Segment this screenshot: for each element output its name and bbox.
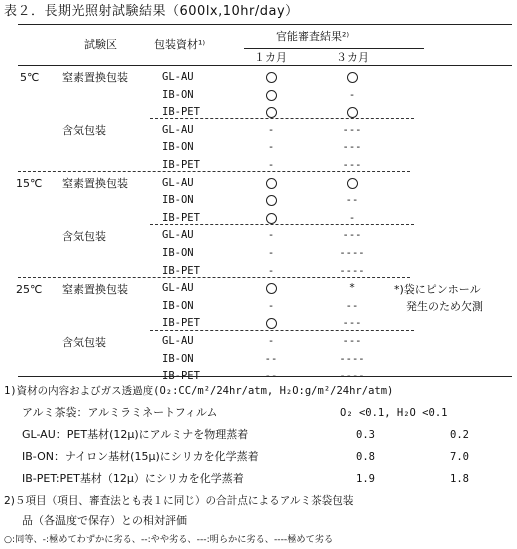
result-1month: -	[267, 159, 275, 171]
result-3month: *	[348, 282, 356, 295]
result-3month: ---	[342, 335, 362, 347]
footnote-2b: 品（各温度で保存）との相対評価	[22, 514, 187, 527]
row-material: IB-PET	[162, 211, 200, 224]
result-1month-equal-circle	[266, 195, 277, 206]
row-material: IB-ON	[162, 247, 194, 259]
footnote-ibpet-o2: 1.9	[356, 473, 375, 485]
result-3month: ----	[339, 264, 365, 277]
table-title: 表２．長期光照射試験結果（600lx,10hr/day）	[4, 4, 299, 19]
side-note-line2: 発生のため欠測	[406, 300, 483, 313]
result-3month: -	[348, 88, 356, 101]
result-3month: -	[348, 211, 356, 224]
row-material: IB-ON	[162, 194, 194, 207]
row-material: GL-AU	[162, 71, 194, 83]
row-material: IB-PET	[162, 106, 200, 119]
header-month1: １カ月	[254, 51, 287, 64]
result-3month: ---	[342, 159, 362, 171]
packing-air-15c: 含気包装	[62, 230, 106, 243]
footnote-glau-o2: 0.3	[356, 429, 375, 441]
row-material: IB-ON	[162, 299, 194, 312]
row-material: GL-AU	[162, 282, 194, 295]
side-note-line1: *)袋にピンホール	[394, 283, 481, 296]
result-1month: -	[267, 264, 275, 277]
result-3month: ---	[342, 123, 362, 136]
header-material: 包装資材¹⁾	[154, 38, 206, 51]
result-1month-equal-circle	[266, 107, 277, 118]
result-3month: ----	[339, 352, 365, 365]
result-1month-equal-circle	[266, 318, 277, 329]
result-3month-equal-circle	[347, 72, 358, 83]
result-3month: ---	[342, 141, 362, 154]
footnote-ibpet-label: IB-PET:PET基材（12μ）にシリカを化学蒸着	[22, 472, 244, 485]
packing-nitrogen-15c: 窒素置換包装	[62, 177, 128, 190]
sensory-header-rule	[244, 48, 424, 49]
row-material: IB-PET	[162, 370, 200, 383]
row-material: GL-AU	[162, 123, 194, 136]
result-1month-equal-circle	[266, 72, 277, 83]
footnote-ibon-h2o: 7.0	[450, 451, 469, 463]
footnote-ibon-label: IB-ON：ナイロン基材(15μ)にシリカを化学蒸着	[22, 450, 259, 463]
footnote-1: 1)資材の内容およびガス透過度(O₂:CC/m²/24hr/atm, H₂O:g/m²/24hr/atm)	[4, 385, 394, 397]
temp-25c: 25℃	[16, 283, 43, 296]
footnote-legend: ○:同等、-:極めてわずかに劣る、--:やや劣る、---:明らかに劣る、----極めて劣る	[4, 534, 334, 545]
footnote-ibpet-h2o: 1.8	[450, 473, 469, 485]
row-material: IB-ON	[162, 352, 194, 365]
footnote-ibon-o2: 0.8	[356, 451, 375, 463]
result-1month: -	[267, 299, 275, 312]
result-3month: ---	[342, 317, 362, 330]
result-1month-equal-circle	[266, 178, 277, 189]
table-top-rule	[18, 24, 512, 25]
row-material: GL-AU	[162, 335, 194, 347]
result-3month: ---	[342, 229, 362, 242]
temp-15c: 15℃	[16, 177, 43, 190]
result-3month-equal-circle	[347, 107, 358, 118]
packing-air-25c: 含気包装	[62, 336, 106, 349]
footnote-glau-label: GL-AU：PET基材(12μ)にアルミナを物理蒸着	[22, 428, 249, 441]
result-1month: --	[264, 370, 278, 383]
packing-nitrogen-25c: 窒素置換包装	[62, 283, 128, 296]
footnote-2a: 2)５項目（項目、審査法とも表１に同じ）の合計点によるアルミ茶袋包装	[4, 495, 354, 507]
result-3month: --	[345, 299, 359, 312]
row-material: GL-AU	[162, 229, 194, 242]
row-material: IB-PET	[162, 159, 200, 171]
header-bottom-rule	[18, 65, 512, 66]
packing-air-5c: 含気包装	[62, 124, 106, 137]
row-material: IB-ON	[162, 88, 194, 101]
result-3month-equal-circle	[347, 178, 358, 189]
row-material: GL-AU	[162, 176, 194, 189]
header-sensory: 官能審査結果²⁾	[276, 30, 350, 43]
result-1month-equal-circle	[266, 90, 277, 101]
packing-nitrogen-5c: 窒素置換包装	[62, 71, 128, 84]
table-bottom-rule	[18, 376, 512, 377]
result-1month: -	[267, 229, 275, 242]
footnote-al-label: アルミ茶袋：アルミラミネートフィルム	[22, 406, 218, 419]
temp-5c: 5℃	[20, 71, 40, 84]
row-material: IB-ON	[162, 141, 194, 154]
result-1month: -	[267, 247, 275, 259]
result-1month-equal-circle	[266, 283, 277, 294]
row-material: IB-PET	[162, 317, 200, 330]
header-month3: ３カ月	[336, 51, 369, 64]
row-material: IB-PET	[162, 264, 200, 277]
result-3month: ----	[339, 370, 365, 383]
footnote-glau-h2o: 0.2	[450, 429, 469, 441]
result-3month: --	[345, 194, 359, 207]
result-1month: -	[267, 335, 275, 347]
header-section: 試験区	[84, 38, 117, 51]
result-1month: -	[267, 123, 275, 136]
result-1month: --	[264, 352, 278, 365]
footnote-al-values: O₂ <0.1, H₂O <0.1	[340, 407, 448, 419]
result-1month-equal-circle	[266, 213, 277, 224]
result-3month: ----	[339, 247, 365, 259]
result-1month: -	[267, 141, 275, 154]
